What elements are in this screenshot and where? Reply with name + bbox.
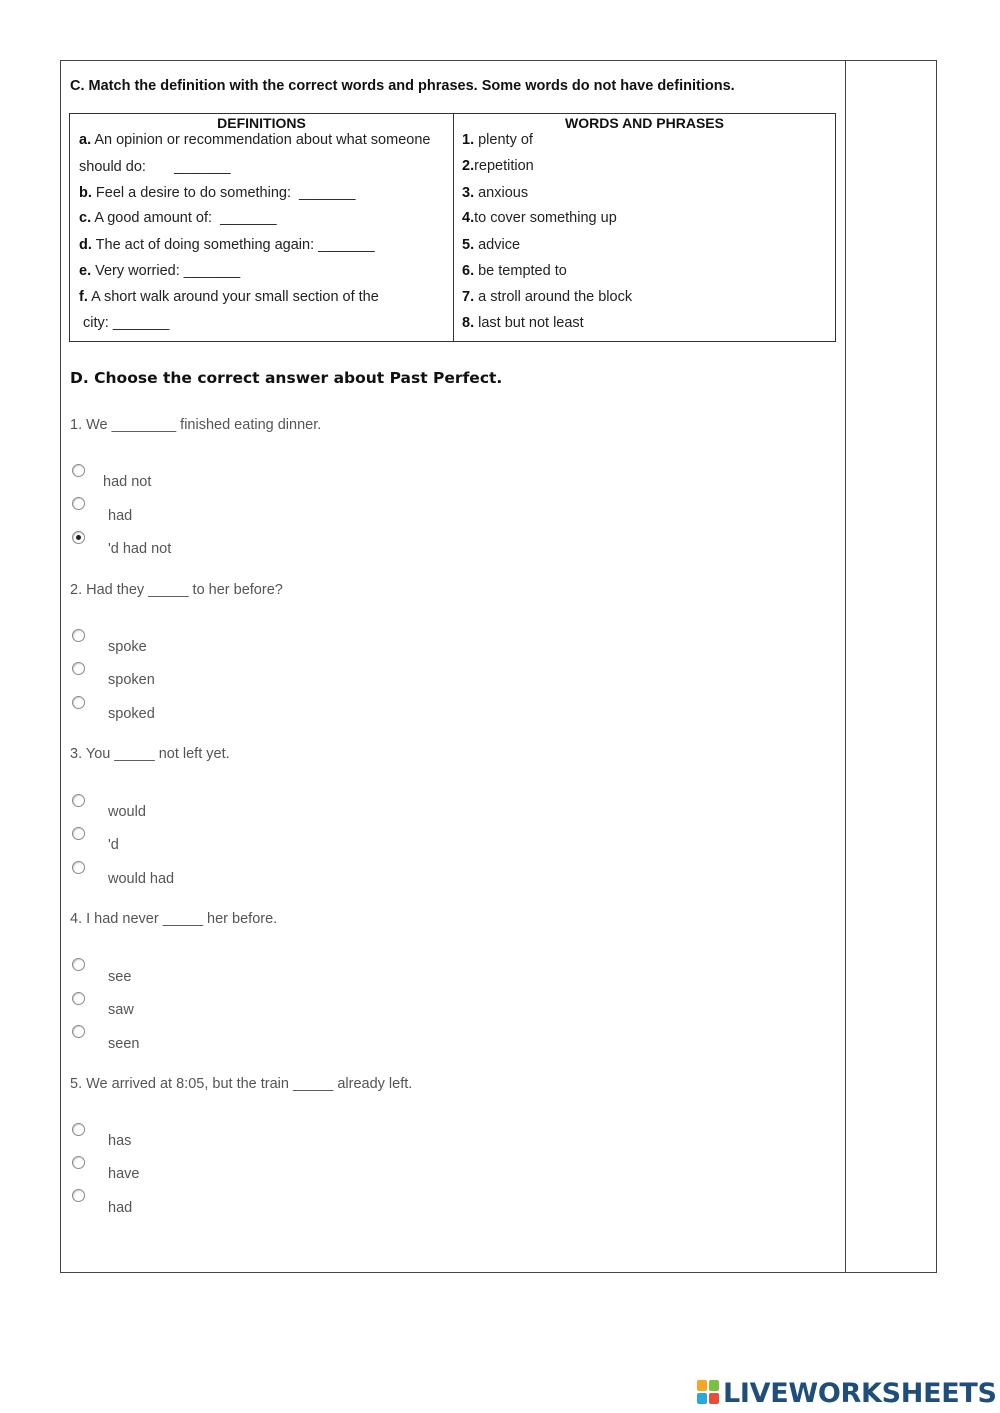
q2-option-3-radio[interactable] [72, 696, 85, 709]
q4-option-1-label[interactable]: see [108, 969, 132, 985]
q4-option-3-label[interactable]: seen [108, 1036, 140, 1052]
q3-option-3-label[interactable]: would had [108, 871, 175, 887]
logo-square-1 [697, 1380, 707, 1391]
q2-option-1-radio[interactable] [72, 629, 85, 642]
q5-option-3-radio[interactable] [72, 1189, 85, 1202]
q1-option-1-radio[interactable] [72, 464, 85, 477]
q5-option-2-label[interactable]: have [108, 1166, 140, 1182]
section-c-title: C. Match the definition with the correct words and phrases. Some words do not have definitions. [70, 78, 735, 94]
question-4: 4. I had never _____ her before. [70, 911, 278, 927]
section-d-title: D. Choose the correct answer about Past Perfect. [70, 369, 503, 387]
q5-option-1-radio[interactable] [72, 1123, 85, 1136]
definition-line: should do: _______ [79, 159, 231, 175]
definition-line: e. Very worried: _______ [79, 263, 241, 279]
q1-option-3-radio[interactable] [72, 531, 85, 544]
q2-option-3-label[interactable]: spoked [108, 706, 155, 722]
word-item: 2.repetition [462, 158, 534, 174]
q1-option-1-label[interactable]: had not [103, 474, 152, 490]
definition-line: b. Feel a desire to do something: _______ [79, 185, 356, 201]
q5-option-2-radio[interactable] [72, 1156, 85, 1169]
logo-square-3 [697, 1393, 707, 1404]
words-header: WORDS AND PHRASES [565, 115, 724, 131]
table-divider [453, 114, 454, 341]
logo-square-2 [709, 1380, 719, 1391]
question-2: 2. Had they _____ to her before? [70, 582, 283, 598]
word-item: 4.to cover something up [462, 210, 617, 226]
q1-option-2-radio[interactable] [72, 497, 85, 510]
q3-option-2-label[interactable]: 'd [108, 837, 119, 853]
word-item: 6. be tempted to [462, 263, 567, 279]
q3-option-3-radio[interactable] [72, 861, 85, 874]
definition-line: c. A good amount of: _______ [79, 210, 277, 226]
q1-option-2-label[interactable]: had [108, 508, 133, 524]
frame-divider [845, 60, 846, 1273]
logo-square-4 [709, 1393, 719, 1404]
q4-option-3-radio[interactable] [72, 1025, 85, 1038]
logo-mark-icon [697, 1380, 721, 1406]
word-item: 1. plenty of [462, 132, 533, 148]
word-item: 8. last but not least [462, 315, 584, 331]
question-5: 5. We arrived at 8:05, but the train _____ already left. [70, 1076, 413, 1092]
word-item: 3. anxious [462, 185, 529, 201]
q2-option-1-label[interactable]: spoke [108, 639, 147, 655]
definition-line: a. An opinion or recommendation about what someone [79, 132, 431, 148]
q2-option-2-radio[interactable] [72, 662, 85, 675]
word-item: 7. a stroll around the block [462, 289, 633, 305]
q3-option-1-label[interactable]: would [108, 804, 146, 820]
q1-option-3-label[interactable]: 'd had not [108, 541, 172, 557]
liveworksheets-logo[interactable] [697, 1376, 997, 1410]
q2-option-2-label[interactable]: spoken [108, 672, 155, 688]
logo-text: LIVEWORKSHEETS [723, 1377, 997, 1409]
matching-table [69, 113, 836, 342]
q4-option-2-label[interactable]: saw [108, 1002, 134, 1018]
q4-option-2-radio[interactable] [72, 992, 85, 1005]
definitions-header: DEFINITIONS [217, 115, 306, 131]
word-item: 5. advice [462, 237, 521, 253]
definition-line: city: _______ [79, 315, 170, 331]
q5-option-1-label[interactable]: has [108, 1133, 132, 1149]
definition-line: d. The act of doing something again: _______ [79, 237, 375, 253]
definition-line: f. A short walk around your small section of the [79, 289, 379, 305]
question-3: 3. You _____ not left yet. [70, 746, 230, 762]
q4-option-1-radio[interactable] [72, 958, 85, 971]
q3-option-1-radio[interactable] [72, 794, 85, 807]
q3-option-2-radio[interactable] [72, 827, 85, 840]
question-1: 1. We ________ finished eating dinner. [70, 417, 322, 433]
q5-option-3-label[interactable]: had [108, 1200, 133, 1216]
